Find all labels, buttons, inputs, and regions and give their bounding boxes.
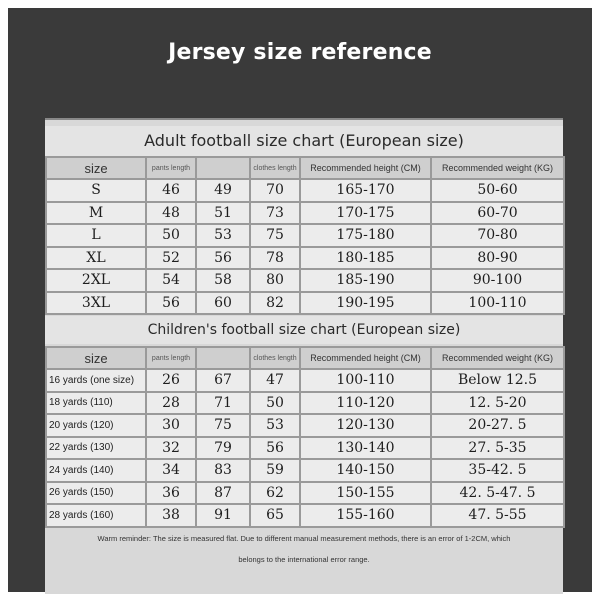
table-cell: 185-190 bbox=[300, 269, 431, 292]
table-cell: 3XL bbox=[46, 292, 146, 315]
table-cell: 73 bbox=[250, 202, 300, 225]
table-cell: 70 bbox=[250, 179, 300, 202]
table-cell: 30 bbox=[146, 414, 196, 437]
table-cell: 67 bbox=[196, 369, 250, 392]
table-cell: 18 yards (110) bbox=[46, 392, 146, 415]
table-cell: 28 yards (160) bbox=[46, 504, 146, 527]
table-cell: 32 bbox=[146, 437, 196, 460]
reminder-line-1: Warm reminder: The size is measured flat. Due to different manual measurement methods, there is an error of 1-2CM, which bbox=[97, 534, 511, 543]
table-cell: 190-195 bbox=[300, 292, 431, 315]
table-cell: S bbox=[46, 179, 146, 202]
table-cell: 79 bbox=[196, 437, 250, 460]
table-cell: 26 bbox=[146, 369, 196, 392]
header-weight: Recommended weight (KG) bbox=[431, 157, 564, 179]
table-cell: 52 bbox=[146, 247, 196, 270]
table-cell: 65 bbox=[250, 504, 300, 527]
table-cell: 20-27. 5 bbox=[431, 414, 564, 437]
table-cell: 47. 5-55 bbox=[431, 504, 564, 527]
table-cell: 170-175 bbox=[300, 202, 431, 225]
header-pants-length: pants length bbox=[146, 347, 196, 369]
table-cell: 60 bbox=[196, 292, 250, 315]
table-cell: 180-185 bbox=[300, 247, 431, 270]
table-cell: 56 bbox=[250, 437, 300, 460]
header-height: Recommended height (CM) bbox=[300, 347, 431, 369]
table-cell: 50 bbox=[146, 224, 196, 247]
table-cell: 70-80 bbox=[431, 224, 564, 247]
header-blank bbox=[196, 157, 250, 179]
table-cell: 12. 5-20 bbox=[431, 392, 564, 415]
table-row bbox=[46, 224, 564, 247]
table-cell: 27. 5-35 bbox=[431, 437, 564, 460]
table-cell: 175-180 bbox=[300, 224, 431, 247]
table-cell: 78 bbox=[250, 247, 300, 270]
table-row bbox=[46, 482, 564, 505]
table-cell: 75 bbox=[250, 224, 300, 247]
table-row bbox=[46, 437, 564, 460]
table-cell: 150-155 bbox=[300, 482, 431, 505]
table-cell: 110-120 bbox=[300, 392, 431, 415]
reminder-line-2: belongs to the international error range. bbox=[238, 555, 370, 564]
table-cell: 20 yards (120) bbox=[46, 414, 146, 437]
table-cell: 26 yards (150) bbox=[46, 482, 146, 505]
table-cell: 120-130 bbox=[300, 414, 431, 437]
table-cell: 28 bbox=[146, 392, 196, 415]
table-cell: 80-90 bbox=[431, 247, 564, 270]
table-cell: 91 bbox=[196, 504, 250, 527]
table-cell: M bbox=[46, 202, 146, 225]
table-cell: 100-110 bbox=[431, 292, 564, 315]
table-cell: 50-60 bbox=[431, 179, 564, 202]
adult-chart-caption: Adult football size chart (European size) bbox=[45, 126, 563, 156]
table-cell: 36 bbox=[146, 482, 196, 505]
table-row bbox=[46, 179, 564, 202]
table-header-row bbox=[46, 347, 564, 369]
table-cell: 24 yards (140) bbox=[46, 459, 146, 482]
table-cell: 34 bbox=[146, 459, 196, 482]
table-cell: 60-70 bbox=[431, 202, 564, 225]
header-clothes-length: clothes length bbox=[250, 347, 300, 369]
table-cell: XL bbox=[46, 247, 146, 270]
table-cell: 83 bbox=[196, 459, 250, 482]
table-cell: Below 12.5 bbox=[431, 369, 564, 392]
table-cell: 47 bbox=[250, 369, 300, 392]
header-pants-length: pants length bbox=[146, 157, 196, 179]
table-cell: 16 yards (one size) bbox=[46, 369, 146, 392]
table-cell: 130-140 bbox=[300, 437, 431, 460]
table-cell: L bbox=[46, 224, 146, 247]
adult-size-table bbox=[45, 156, 565, 315]
header-height: Recommended height (CM) bbox=[300, 157, 431, 179]
table-row bbox=[46, 269, 564, 292]
table-cell: 58 bbox=[196, 269, 250, 292]
table-cell: 71 bbox=[196, 392, 250, 415]
table-cell: 59 bbox=[250, 459, 300, 482]
table-row bbox=[46, 369, 564, 392]
size-chart-sheet bbox=[45, 118, 563, 594]
table-row bbox=[46, 504, 564, 527]
header-size: size bbox=[46, 157, 146, 179]
table-row bbox=[46, 459, 564, 482]
children-size-table bbox=[45, 346, 565, 528]
table-cell: 48 bbox=[146, 202, 196, 225]
table-cell: 87 bbox=[196, 482, 250, 505]
table-row bbox=[46, 202, 564, 225]
header-size: size bbox=[46, 347, 146, 369]
table-cell: 42. 5-47. 5 bbox=[431, 482, 564, 505]
table-cell: 50 bbox=[250, 392, 300, 415]
table-cell: 35-42. 5 bbox=[431, 459, 564, 482]
header-clothes-length: clothes length bbox=[250, 157, 300, 179]
table-row bbox=[46, 247, 564, 270]
children-chart-caption: Children's football size chart (European size) bbox=[45, 316, 563, 344]
table-cell: 38 bbox=[146, 504, 196, 527]
header-blank bbox=[196, 347, 250, 369]
page-title: Jersey size reference bbox=[168, 40, 432, 65]
warm-reminder-note bbox=[45, 528, 563, 570]
table-row bbox=[46, 392, 564, 415]
table-cell: 82 bbox=[250, 292, 300, 315]
table-cell: 56 bbox=[196, 247, 250, 270]
table-cell: 2XL bbox=[46, 269, 146, 292]
table-cell: 80 bbox=[250, 269, 300, 292]
table-cell: 22 yards (130) bbox=[46, 437, 146, 460]
table-cell: 49 bbox=[196, 179, 250, 202]
table-cell: 53 bbox=[196, 224, 250, 247]
table-cell: 54 bbox=[146, 269, 196, 292]
header-weight: Recommended weight (KG) bbox=[431, 347, 564, 369]
table-cell: 56 bbox=[146, 292, 196, 315]
table-cell: 62 bbox=[250, 482, 300, 505]
table-cell: 53 bbox=[250, 414, 300, 437]
table-row bbox=[46, 292, 564, 315]
table-cell: 140-150 bbox=[300, 459, 431, 482]
table-cell: 75 bbox=[196, 414, 250, 437]
table-header-row bbox=[46, 157, 564, 179]
table-cell: 155-160 bbox=[300, 504, 431, 527]
table-cell: 165-170 bbox=[300, 179, 431, 202]
table-cell: 51 bbox=[196, 202, 250, 225]
table-cell: 46 bbox=[146, 179, 196, 202]
table-row bbox=[46, 414, 564, 437]
table-cell: 90-100 bbox=[431, 269, 564, 292]
table-cell: 100-110 bbox=[300, 369, 431, 392]
